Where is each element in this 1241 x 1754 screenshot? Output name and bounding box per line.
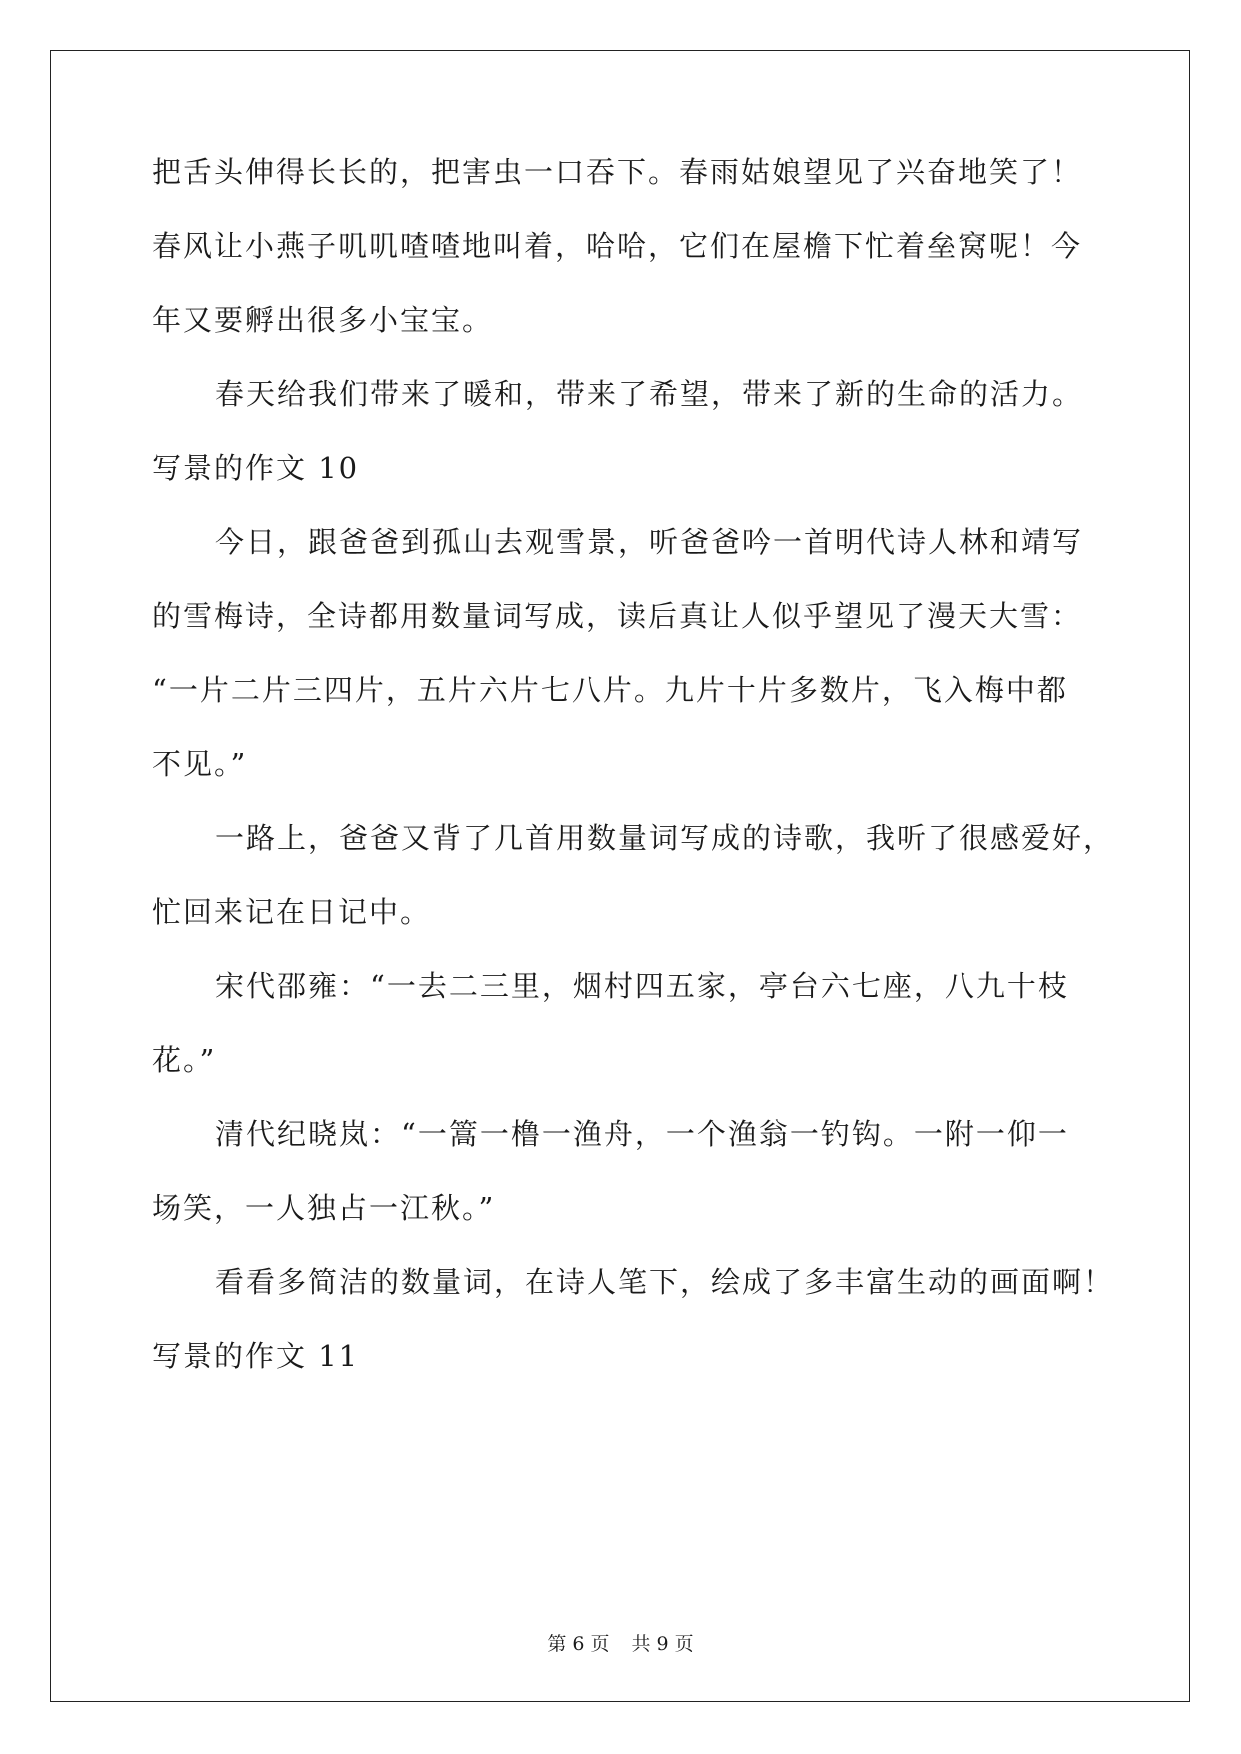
page-number: 第 6 页 bbox=[547, 1633, 610, 1655]
section-heading: 写景的作文 11 bbox=[152, 1339, 360, 1373]
text-line: 春风让小燕子叽叽喳喳地叫着，哈哈，它们在屋檐下忙着垒窝呢！今 bbox=[152, 229, 1083, 263]
page-footer bbox=[0, 1632, 1241, 1656]
paragraph-start-line: 看看多简洁的数量词，在诗人笔下，绘成了多丰富生动的画面啊！ bbox=[215, 1265, 1115, 1299]
paragraph-start-line: 清代纪晓岚：“一篙一橹一渔舟，一个渔翁一钓钩。一附一仰一 bbox=[215, 1117, 1069, 1151]
text-line: 花。” bbox=[152, 1043, 217, 1077]
text-line: 场笑，一人独占一江秋。” bbox=[152, 1191, 496, 1225]
paragraph-start-line: 今日，跟爸爸到孤山去观雪景，听爸爸吟一首明代诗人林和靖写 bbox=[215, 525, 1084, 559]
page-total: 共 9 页 bbox=[631, 1633, 694, 1655]
page-frame bbox=[50, 50, 1190, 1702]
text-line: 的雪梅诗，全诗都用数量词写成，读后真让人似乎望见了漫天大雪： bbox=[152, 599, 1083, 633]
text-line: 把舌头伸得长长的，把害虫一口吞下。春雨姑娘望见了兴奋地笑了！ bbox=[152, 155, 1083, 189]
paragraph-start-line: 一路上，爸爸又背了几首用数量词写成的诗歌，我听了很感爱好， bbox=[215, 821, 1115, 855]
text-line: 不见。” bbox=[152, 747, 248, 781]
paragraph-start-line: 宋代邵雍：“一去二三里，烟村四五家，亭台六七座，八九十枝 bbox=[215, 969, 1069, 1003]
paragraph-start-line: 春天给我们带来了暖和，带来了希望，带来了新的生命的活力。 bbox=[215, 377, 1084, 411]
text-line: 年又要孵出很多小宝宝。 bbox=[152, 303, 494, 337]
section-heading: 写景的作文 10 bbox=[152, 451, 360, 485]
text-line: “一片二片三四片，五片六片七八片。九片十片多数片，飞入梅中都 bbox=[152, 673, 1068, 707]
text-line: 忙回来记在日记中。 bbox=[152, 895, 432, 929]
